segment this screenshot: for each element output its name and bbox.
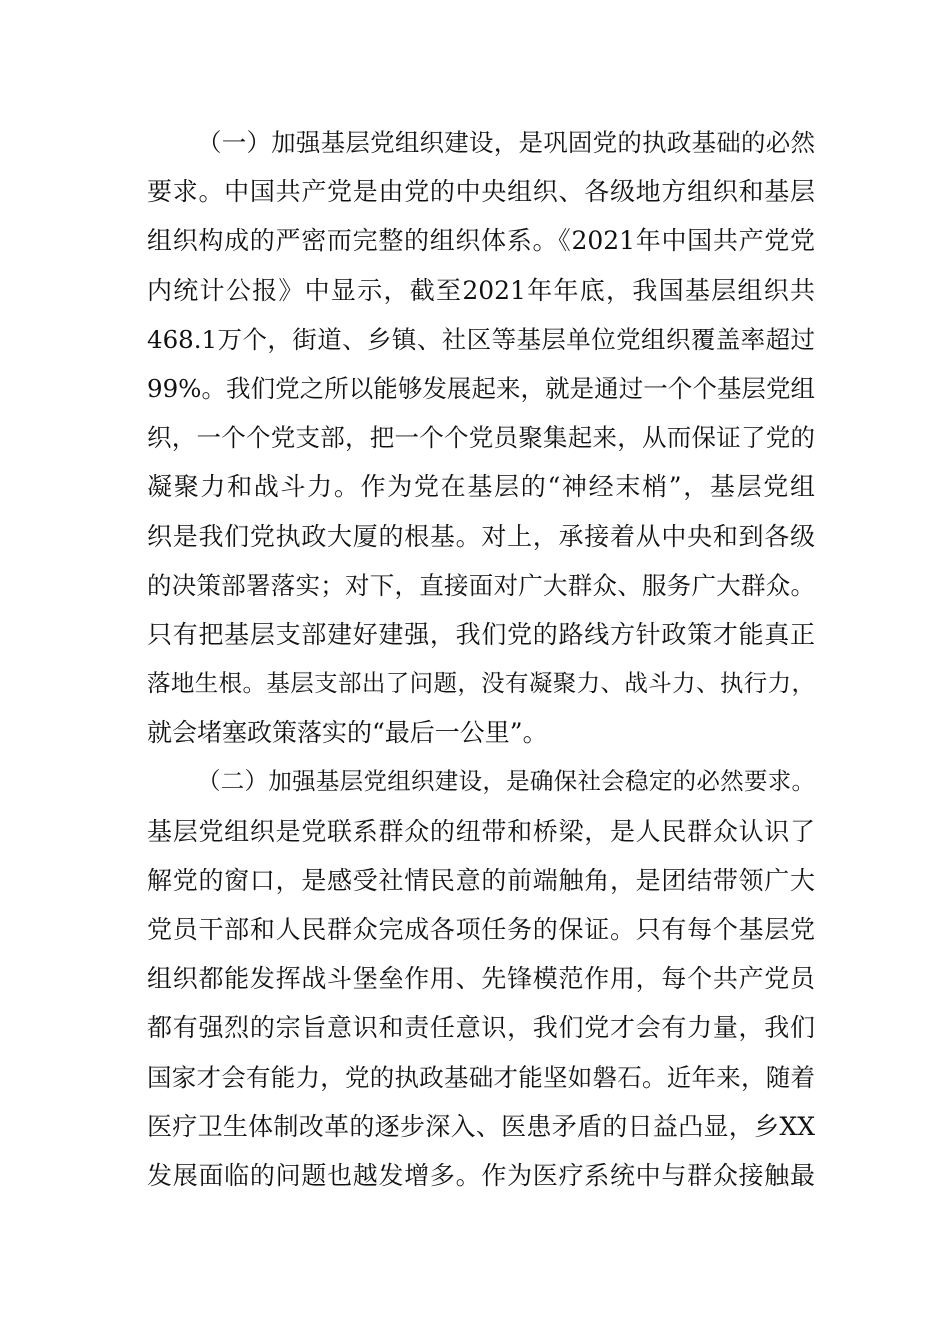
paragraph-2-line-4: 党员干部和人民群众完成各项任务的保证。只有每个基层党 — [147, 915, 815, 944]
paragraph-2-line-1: （二）加强基层党组织建设，是确保社会稳定的必然要求。 — [197, 767, 815, 796]
paragraph-1-line-8: 凝聚力和战斗力。作为党在基层的“神经末梢”，基层党组 — [147, 472, 815, 502]
paragraph-2-line-5: 组织都能发挥战斗堡垒作用、先锋模范作用，每个共产党员 — [147, 964, 815, 994]
paragraph-1-line-3: 组织构成的严密而完整的组织体系。《2021年中国共产党党 — [147, 226, 815, 256]
paragraph-1-line-1: （一）加强基层党组织建设，是巩固党的执政基础的必然 — [197, 128, 815, 157]
paragraph-1-line-11: 只有把基层支部建好建强，我们党的路线方针政策才能真正 — [147, 619, 815, 649]
paragraph-2-line-8: 医疗卫生体制改革的逐步深入、医患矛盾的日益凸显，乡XX — [147, 1111, 815, 1141]
paragraph-1-line-9: 织是我们党执政大厦的根基。对上，承接着从中央和到各级 — [147, 521, 815, 551]
body-text — [147, 118, 815, 1200]
paragraph-1-line-13: 就会堵塞政策落实的“最后一公里”。 — [147, 718, 548, 748]
paragraph-1-line-2: 要求。中国共产党是由党的中央组织、各级地方组织和基层 — [147, 177, 815, 207]
paragraph-1-line-7: 织，一个个党支部，把一个个党员聚集起来，从而保证了党的 — [147, 423, 815, 453]
paragraph-2-line-6: 都有强烈的宗旨意识和责任意识，我们党才会有力量，我们 — [147, 1013, 815, 1043]
paragraph-1-line-6: 99%。我们党之所以能够发展起来，就是通过一个个基层党组 — [147, 373, 815, 403]
paragraph-2-line-2: 基层党组织是党联系群众的纽带和桥梁，是人民群众认识了 — [147, 816, 815, 846]
paragraph-1-line-5: 468.1万个，街道、乡镇、社区等基层单位党组织覆盖率超过 — [147, 324, 815, 354]
paragraph-1-line-10: 的决策部署落实；对下，直接面对广大群众、服务广大群众。 — [147, 570, 815, 600]
paragraph-2-line-7: 国家才会有能力，党的执政基础才能坚如磐石。近年来，随着 — [147, 1062, 815, 1092]
paragraph-1-line-4: 内统计公报》中显示，截至2021年年底，我国基层组织共 — [147, 275, 815, 305]
paragraph-1-line-12: 落地生根。基层支部出了问题，没有凝聚力、战斗力、执行力， — [147, 669, 815, 698]
paragraph-2-line-9: 发展面临的问题也越发增多。作为医疗系统中与群众接触最 — [147, 1160, 815, 1190]
paragraph-2-line-3: 解党的窗口，是感受社情民意的前端触角，是团结带领广大 — [147, 865, 815, 895]
